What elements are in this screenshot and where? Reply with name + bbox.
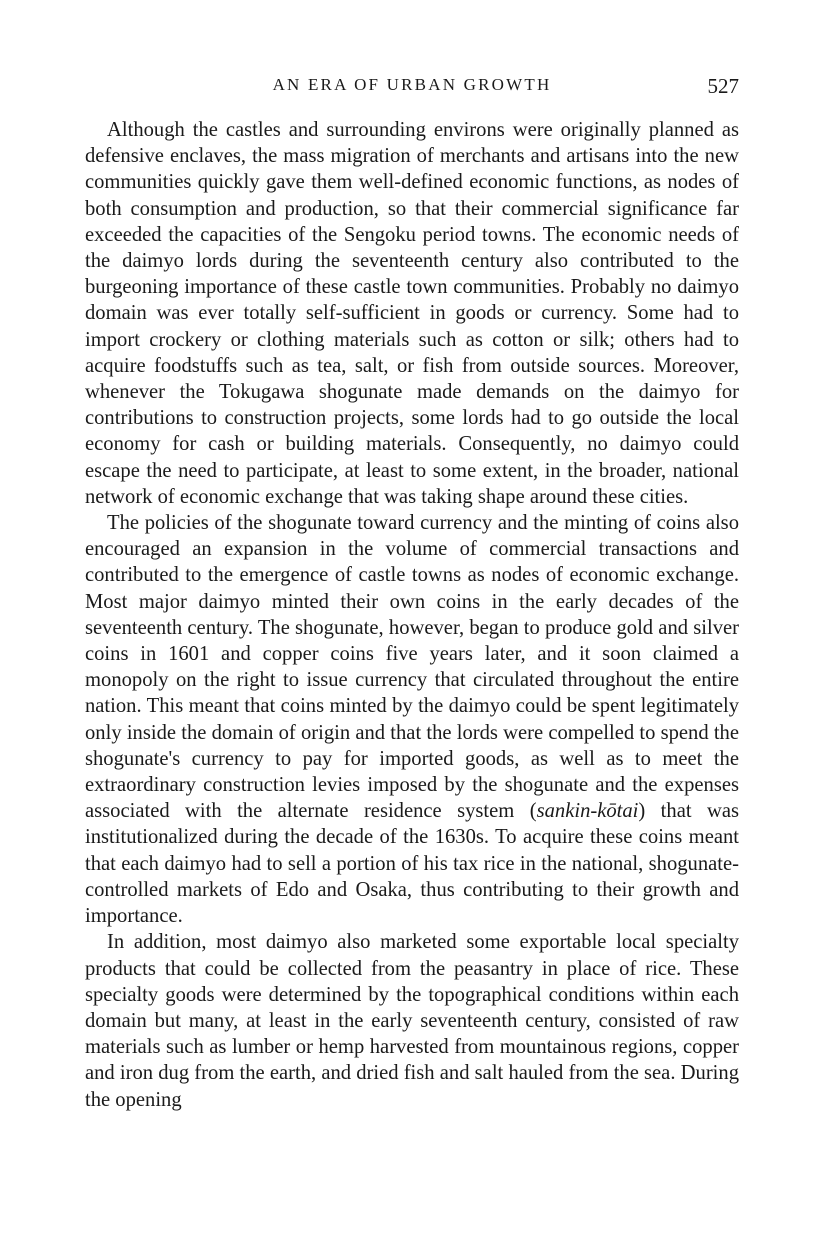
body-text xyxy=(85,117,739,1113)
paragraph-castle-towns: Although the castles and surrounding environs were originally planned as defensive enclaves, the mass migration of merchants and artisans into the new communities quickly gave them well-defined economic functions, as nodes of both consumption and production, so that their commercial significance far exceeded the capacities of the Sengoku period towns. The economic needs of the daimyo lords during the seventeenth century also contributed to the burgeoning importance of these castle town communities. Probably no daimyo domain was ever totally self-sufficient in goods or currency. Some had to import crockery or clothing materials such as cotton or silk; others had to acquire foodstuffs such as tea, salt, or fish from outside sources. Moreover, whenever the Tokugawa shogunate made demands on the daimyo for contributions to construction projects, some lords had to go outside the local economy for cash or building materials. Consequently, no daimyo could escape the need to participate, at least to some extent, in the broader, national network of economic exchange that was taking shape around these cities. xyxy=(85,119,739,508)
italic-term: sankin-kōtai xyxy=(536,800,639,823)
running-head xyxy=(85,70,739,100)
paragraph-currency-policy xyxy=(85,510,739,929)
page-number: 527 xyxy=(707,74,739,98)
paragraph-text-segment: The policies of the shogunate toward currency and the minting of coins also encouraged an expansion in the volume of commercial transactions and contributed to the emergence of castle towns as nodes of economic exchange. Most major daimyo minted their own coins in the early decades of the seventeenth century. The shogunate, however, began to produce gold and silver coins in 1601 and copper coins five years later, and it soon claimed a monopoly on the right to issue currency that circulated throughout the entire nation. This meant that coins minted by the daimyo could be spent legitimately only inside the domain of origin and that the lords were compelled to spend the shogunate's currency to pay for imported goods, as well as to meet the extraordinary construction levies imposed by the shogunate and the expenses associated with the alternate residence system ( xyxy=(85,512,739,823)
running-title: AN ERA OF URBAN GROWTH xyxy=(272,75,552,94)
paragraph-specialty-products: In addition, most daimyo also marketed some exportable local specialty products that could be collected from the peasantry in place of rice. These specialty goods were determined by the topographical conditions within each domain but many, at least in the early seventeenth century, consisted of raw materials such as lumber or hemp harvested from mountainous regions, copper and iron dug from the earth, and dried fish and salt hauled from the sea. During the opening xyxy=(85,931,739,1111)
paragraph-text-segment: ) that was institutionalized during the decade of the 1630s. To acquire these coins meant that each daimyo had to sell a portion of his tax rice in the national, shogunate-controlled markets of Edo and Osaka, thus contributing to their growth and importance. xyxy=(85,800,740,928)
